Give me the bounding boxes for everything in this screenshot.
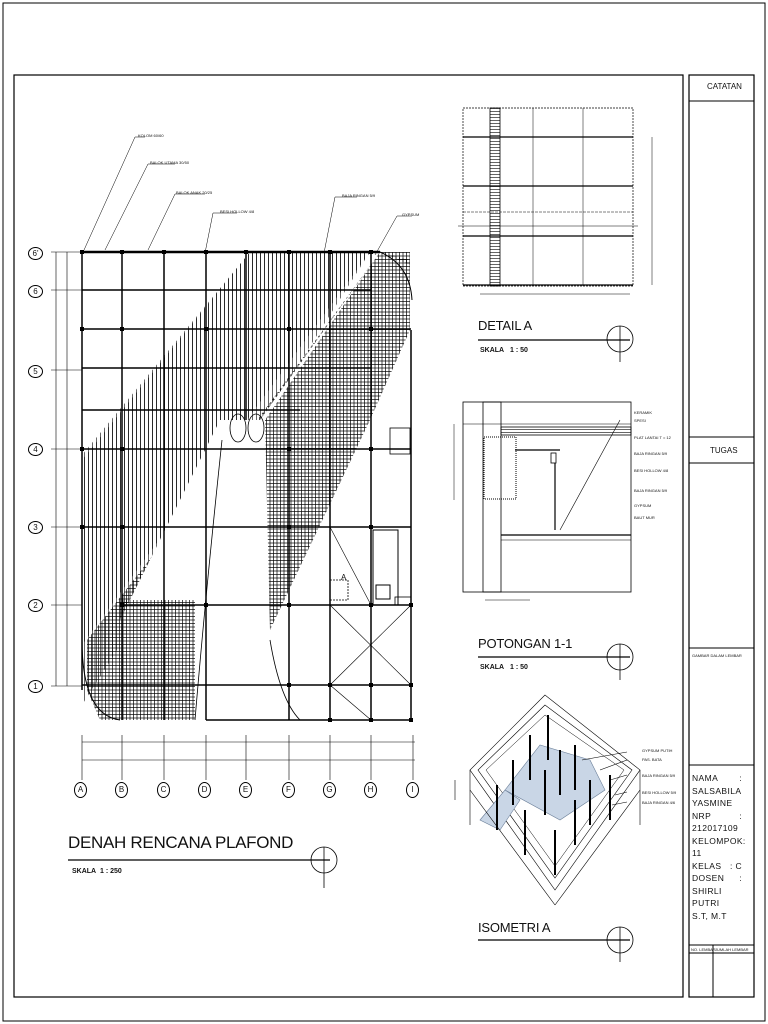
axis-row-6p: 6' — [28, 247, 43, 260]
iso-label-baja: BAJA RINGAN 5/9 — [642, 773, 676, 778]
isometri-title: ISOMETRI A — [478, 920, 551, 935]
axis-row-1: 1 — [28, 680, 43, 693]
pot-label-gypsum: GYPSUM — [634, 503, 652, 508]
detail-a-title: DETAIL A — [478, 318, 533, 333]
axis-col-e: E — [239, 782, 252, 798]
info-row: DOSEN : — [692, 873, 742, 883]
leader-gypsum: GYPSUM — [402, 212, 420, 217]
axis-col-b: B — [115, 782, 128, 798]
info-row: SALSABILA — [692, 785, 742, 796]
axis-row-5: 5 — [28, 365, 43, 378]
leader-kolom: KOLOM 60/60 — [138, 133, 164, 138]
pot-label-keramik: KERAMIK — [634, 410, 653, 415]
info-row: 212017109 — [692, 823, 739, 833]
info-row: KELOMPOK: 11 — [692, 835, 746, 858]
axis-col-h: H — [364, 782, 377, 798]
sidebar-info — [692, 772, 752, 922]
axis-col-a: A — [74, 782, 87, 798]
sidebar-catatan: CATATAN — [707, 82, 742, 91]
info-row: S.T, M.T — [692, 910, 727, 921]
plan-scale-value: 1 : 250 — [100, 868, 122, 875]
iso-label-baja2: BAJA RINGAN 4/6 — [642, 800, 676, 805]
sidebar-gambar-label: GAMBAR DALAM LEMBAR — [692, 653, 742, 658]
leader-balok-anak: BALOK ANAK 20/25 — [176, 190, 213, 195]
axis-row-2: 2 — [28, 599, 43, 612]
sidebar-no-lembar: NO. LEMBAR — [691, 947, 716, 952]
sidebar-tugas: TUGAS — [710, 446, 738, 455]
axis-row-6: 6 — [28, 285, 43, 298]
info-row: KELAS : C — [692, 860, 742, 871]
sidebar-jumlah-lembar: JUMLAH LEMBAR — [715, 947, 749, 952]
potongan-scale-label: SKALA — [480, 664, 505, 671]
potongan-title: POTONGAN 1-1 — [478, 636, 573, 651]
axis-col-f: F — [282, 782, 295, 798]
iso-label-hollow: BESI HOLLOW 5/9 — [642, 790, 677, 795]
pot-label-hollow: BESI HOLLOW 4/8 — [634, 468, 669, 473]
pot-label-baut: BAUT MUR — [634, 515, 655, 520]
pot-label-baja2: BAJA RINGAN 5/9 — [634, 488, 668, 493]
iso-label-gypsum: GYPSUM PUTIH — [642, 748, 673, 753]
axis-col-i: I — [406, 782, 419, 798]
plan-title: DENAH RENCANA PLAFOND — [68, 833, 294, 852]
leader-baja-ringan: BAJA RINGAN 5/9 — [342, 193, 376, 198]
axis-row-4: 4 — [28, 443, 43, 456]
iso-label-bata: PAS. BATA — [642, 757, 662, 762]
plan-scale-label: SKALA — [72, 868, 97, 875]
info-row: YASMINE — [692, 798, 733, 808]
axis-col-d: D — [198, 782, 211, 798]
detail-a-scale-value: 1 : 50 — [510, 347, 528, 354]
detail-a-scale-label: SKALA — [480, 347, 505, 354]
info-row: SHIRLI PUTRI — [692, 885, 722, 908]
axis-row-3: 3 — [28, 521, 43, 534]
pot-label-baja1: BAJA RINGAN 5/9 — [634, 451, 668, 456]
leader-besi-hollow: BESI HOLLOW 4/8 — [220, 209, 255, 214]
axis-col-g: G — [323, 782, 336, 798]
info-row: NAMA : — [692, 773, 742, 783]
leader-balok-utama: BALOK UTAMA 30/50 — [150, 160, 190, 165]
info-row: NRP : — [692, 810, 742, 821]
section-mark-a: A — [341, 573, 347, 582]
axis-col-c: C — [157, 782, 170, 798]
pot-label-plat: PLAT LANTAI T = 12 — [634, 435, 671, 440]
potongan-scale-value: 1 : 50 — [510, 664, 528, 671]
pot-label-spesi: SPESI — [634, 418, 646, 423]
